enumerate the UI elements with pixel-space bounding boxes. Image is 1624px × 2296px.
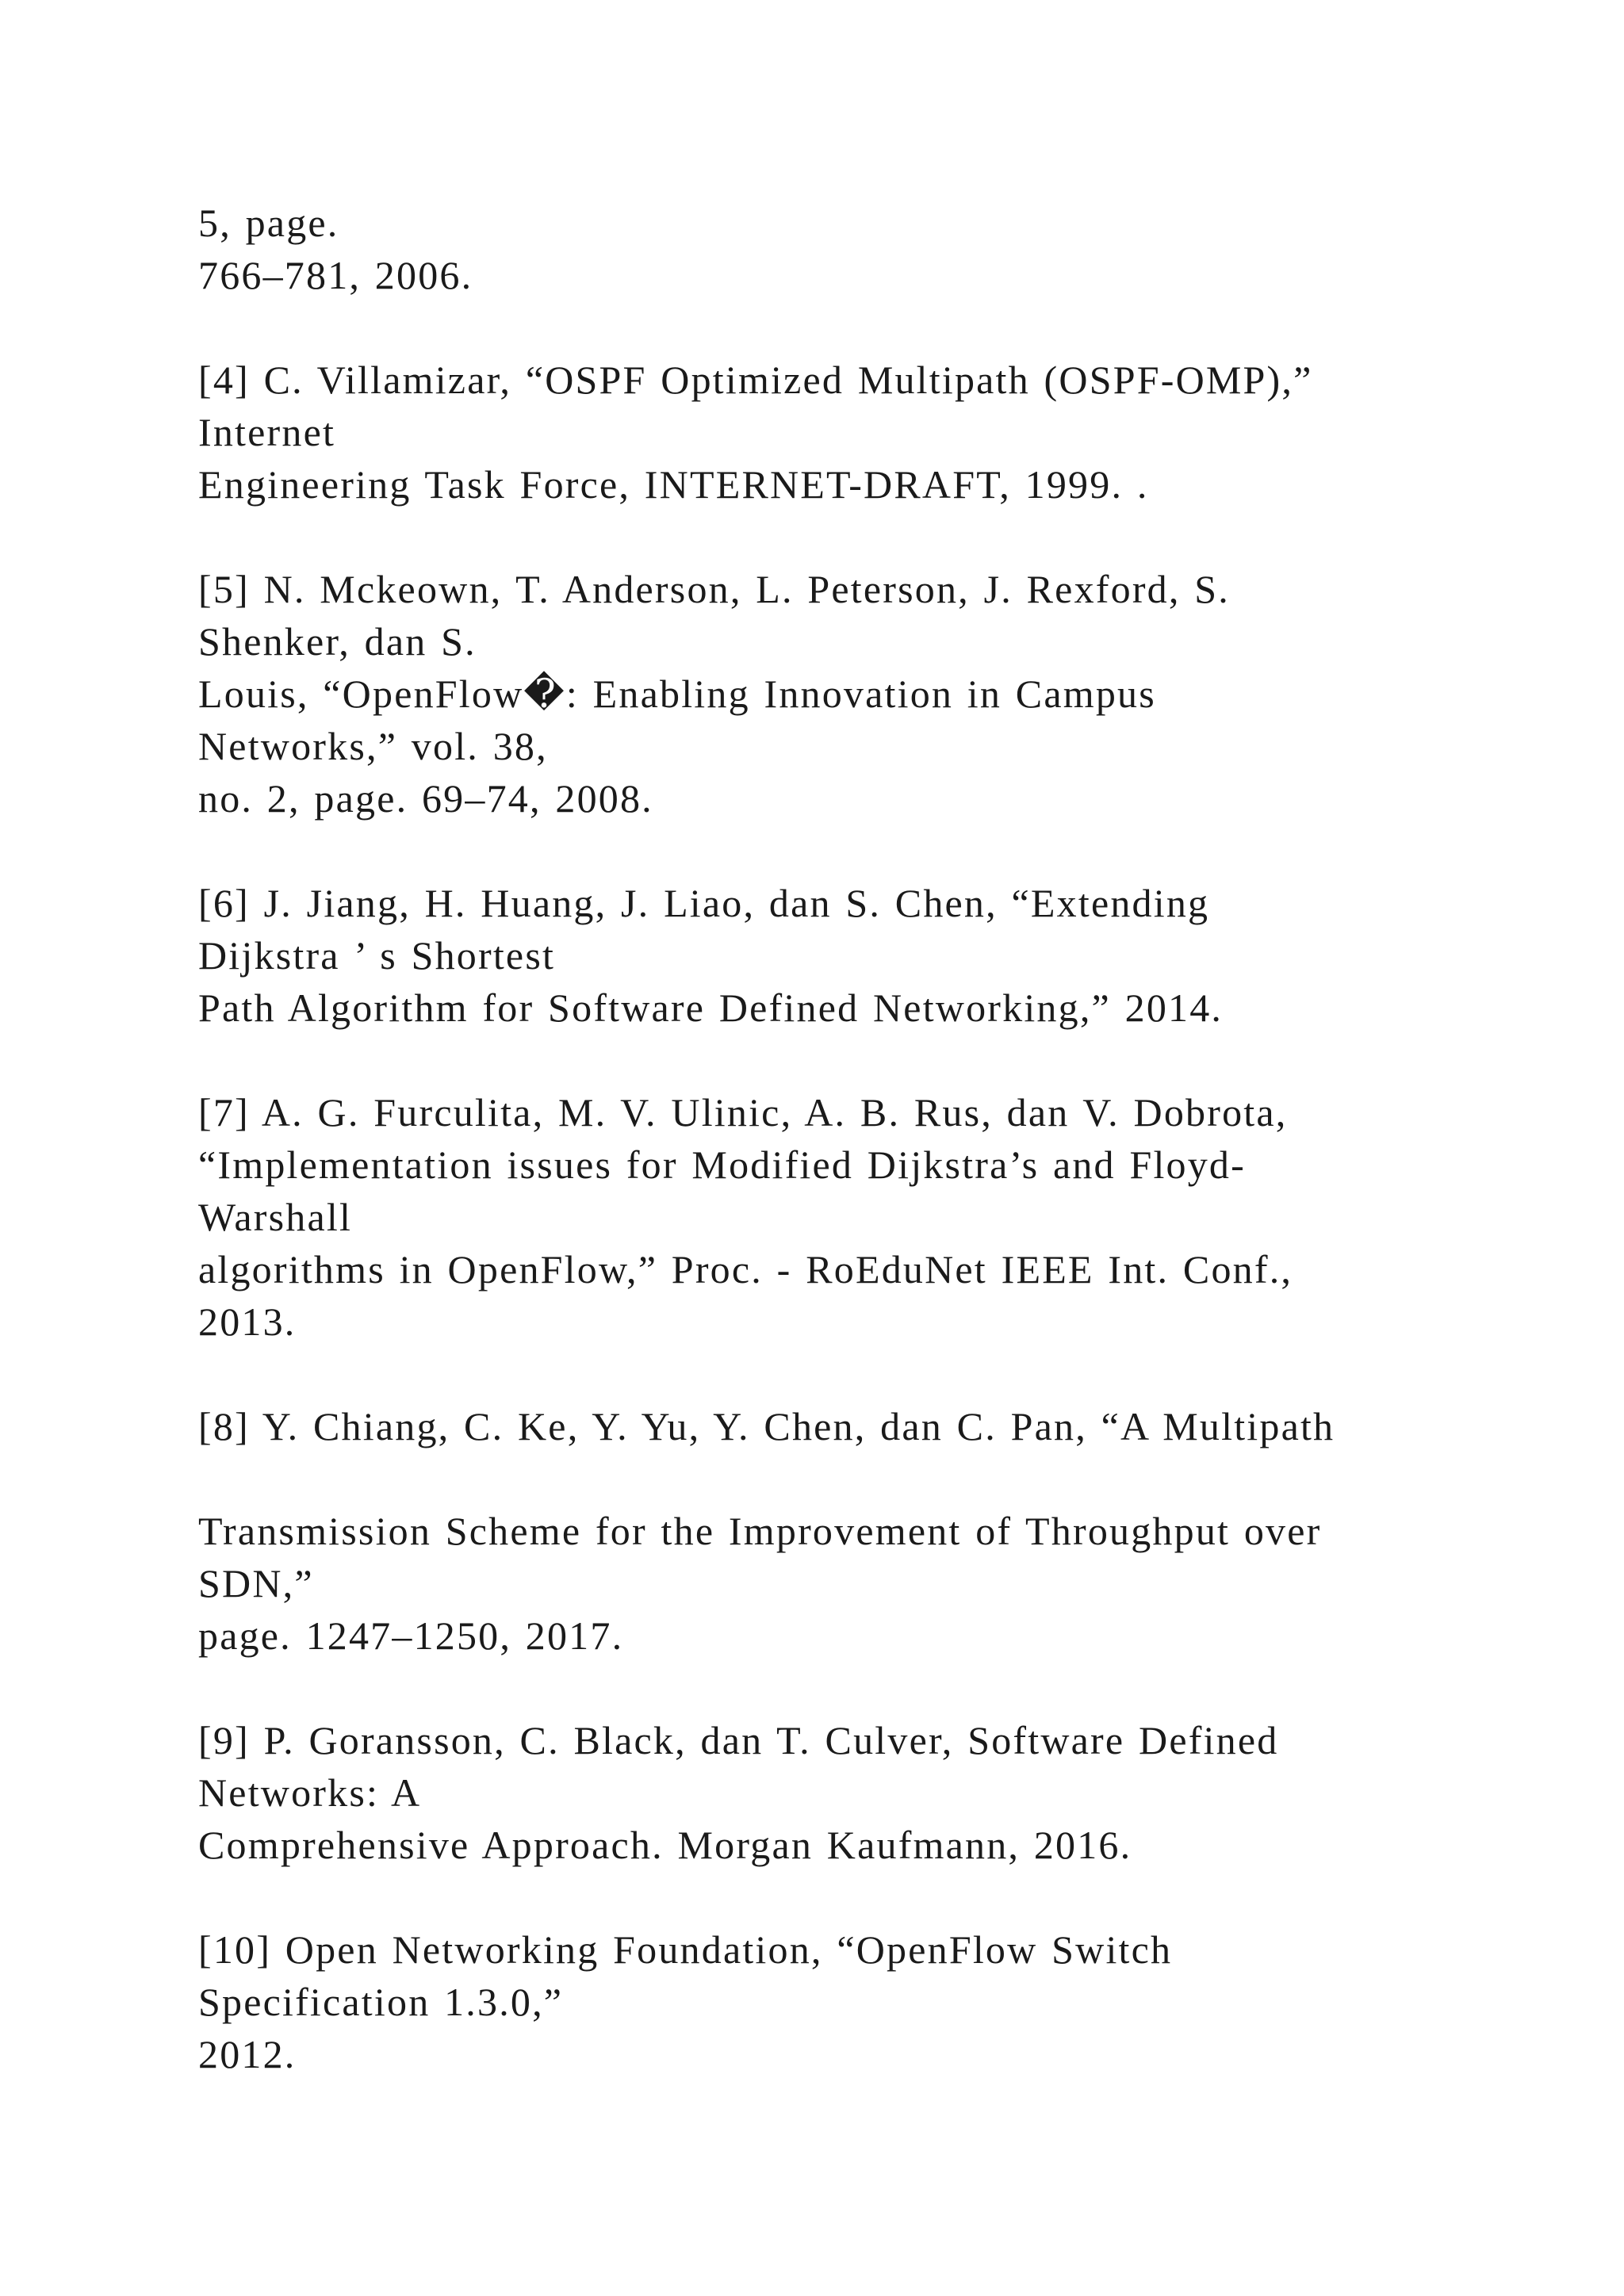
- reference-7-line: “Implementation issues for Modified Dijkstra’s and Floyd-: [198, 1142, 1246, 1187]
- blank-line: [198, 1348, 1594, 1400]
- reference-5-line: Louis, “OpenFlow�: Enabling Innovation in Campus: [198, 672, 1156, 716]
- blank-line: [198, 1452, 1594, 1505]
- reference-8-line: Transmission Scheme for the Improvement of Throughput over: [198, 1509, 1322, 1553]
- blank-line: [198, 301, 1594, 354]
- reference-8-line: [8] Y. Chiang, C. Ke, Y. Yu, Y. Chen, dan C. Pan, “A Multipath: [198, 1404, 1335, 1448]
- reference-5-line: Shenker, dan S.: [198, 619, 477, 664]
- reference-8-line: page. 1247–1250, 2017.: [198, 1613, 624, 1658]
- text-line: 766–781, 2006.: [198, 253, 473, 297]
- blank-line: [198, 1871, 1594, 1923]
- reference-7-line: algorithms in OpenFlow,” Proc. - RoEduNet IEEE Int. Conf.,: [198, 1247, 1293, 1292]
- reference-4-line: Internet: [198, 410, 336, 454]
- reference-6-line: Dijkstra ’ s Shortest: [198, 933, 556, 978]
- reference-9-line: [9] P. Goransson, C. Black, dan T. Culver, Software Defined: [198, 1718, 1279, 1762]
- reference-4-line: Engineering Task Force, INTERNET-DRAFT, 1999. .: [198, 462, 1149, 507]
- blank-line: [198, 511, 1594, 563]
- reference-9-line: Networks: A: [198, 1770, 422, 1815]
- reference-8-line: SDN,”: [198, 1561, 314, 1605]
- reference-5-line: [5] N. Mckeown, T. Anderson, L. Peterson, J. Rexford, S.: [198, 567, 1230, 611]
- reference-4-line: [4] C. Villamizar, “OSPF Optimized Multipath (OSPF-OMP),”: [198, 358, 1313, 402]
- reference-6-line: Path Algorithm for Software Defined Networking,” 2014.: [198, 985, 1224, 1030]
- reference-10-line: 2012.: [198, 2032, 297, 2076]
- reference-7-line: 2013.: [198, 1299, 297, 1344]
- reference-10-line: Specification 1.3.0,”: [198, 1980, 564, 2024]
- reference-5-line: Networks,” vol. 38,: [198, 724, 548, 768]
- reference-10-line: [10] Open Networking Foundation, “OpenFlow Switch: [198, 1927, 1173, 1972]
- text-line: 5, page.: [198, 201, 339, 245]
- reference-6-line: [6] J. Jiang, H. Huang, J. Liao, dan S. Chen, “Extending: [198, 881, 1210, 925]
- reference-7-line: [7] A. G. Furculita, M. V. Ulinic, A. B. Rus, dan V. Dobrota,: [198, 1090, 1288, 1135]
- blank-line: [198, 825, 1594, 877]
- blank-line: [198, 1034, 1594, 1086]
- references-text: [198, 197, 1594, 2080]
- reference-9-line: Comprehensive Approach. Morgan Kaufmann, 2016.: [198, 1823, 1132, 1867]
- reference-5-line: no. 2, page. 69–74, 2008.: [198, 776, 653, 821]
- reference-7-line: Warshall: [198, 1195, 353, 1239]
- blank-line: [198, 1662, 1594, 1714]
